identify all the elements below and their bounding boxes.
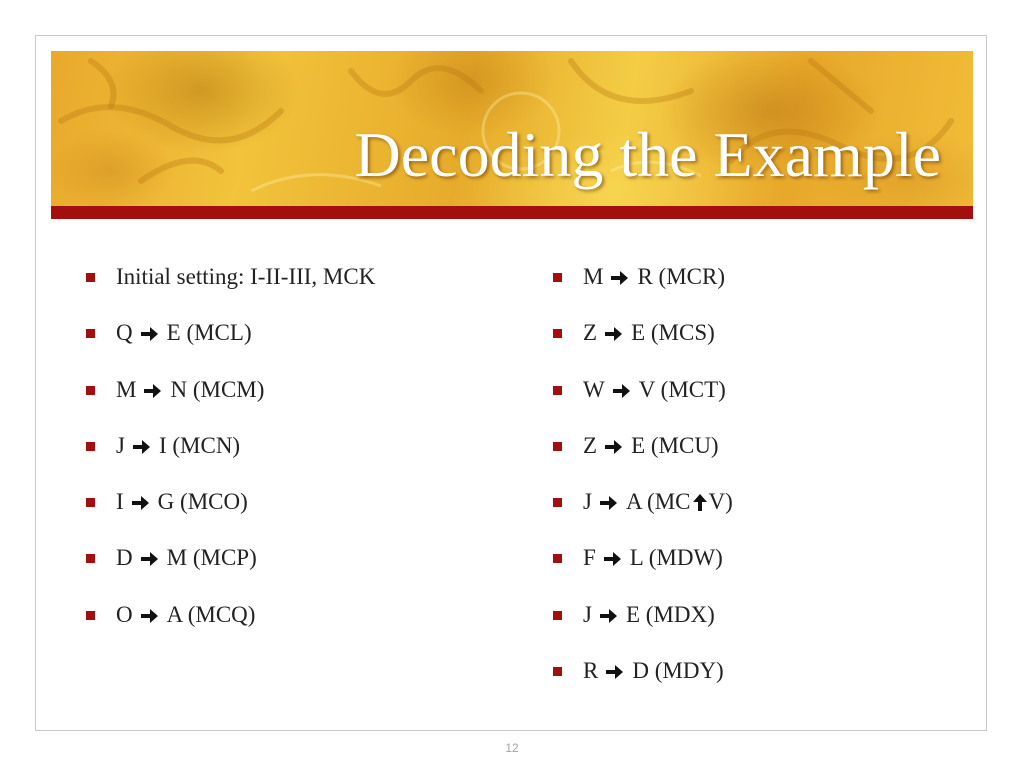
square-bullet-icon — [86, 442, 95, 451]
list-item — [85, 543, 505, 599]
plain-letter: J — [583, 489, 592, 515]
list-item — [552, 656, 972, 712]
cipher-letter: E — [625, 601, 641, 627]
list-item — [552, 375, 972, 431]
square-bullet-icon — [86, 498, 95, 507]
plain-letter: D — [116, 545, 133, 571]
up-arrow-icon — [692, 489, 708, 519]
right-arrow-icon — [613, 377, 631, 407]
right-arrow-icon — [600, 602, 618, 632]
cipher-letter: R — [637, 264, 653, 289]
plain-letter: W — [583, 376, 605, 402]
cipher-letter: E — [166, 320, 181, 346]
plain-letter: F — [583, 545, 596, 571]
cipher-letter: A — [625, 489, 642, 515]
cipher-letter: V — [638, 376, 655, 402]
right-bullet-list — [552, 262, 972, 712]
plain-letter: R — [583, 658, 599, 684]
cipher-letter: L — [629, 545, 643, 571]
square-bullet-icon — [86, 386, 95, 395]
rotor-state: (MDY) — [654, 658, 724, 684]
initial-setting-text: Initial setting: I-II-III, MCK — [116, 264, 376, 289]
rotor-state-suffix: V) — [708, 489, 733, 515]
plain-letter: Z — [583, 320, 598, 346]
cipher-letter: E — [631, 320, 646, 346]
rotor-state: (MCT) — [660, 376, 726, 402]
title-banner — [51, 51, 973, 206]
plain-letter: M — [116, 376, 137, 402]
list-item — [552, 262, 972, 318]
plain-letter: J — [116, 432, 125, 458]
list-item — [552, 543, 972, 599]
square-bullet-icon — [553, 386, 562, 395]
list-item — [552, 600, 972, 656]
rotor-state: (MCU) — [650, 432, 719, 458]
right-arrow-icon — [132, 489, 150, 519]
plain-letter: O — [116, 601, 133, 627]
cipher-letter: A — [166, 601, 182, 627]
list-item — [85, 431, 505, 487]
cipher-letter: D — [632, 658, 649, 684]
rotor-state: (MCS) — [650, 320, 715, 346]
right-arrow-icon — [141, 545, 159, 575]
rotor-state: (MDX) — [645, 601, 715, 627]
right-arrow-icon — [604, 545, 622, 575]
list-item — [85, 375, 505, 431]
square-bullet-icon — [553, 329, 562, 338]
square-bullet-icon — [553, 498, 562, 507]
cipher-letter: M — [166, 545, 188, 571]
right-arrow-icon — [600, 489, 618, 519]
square-bullet-icon — [553, 554, 562, 563]
right-arrow-icon — [605, 320, 623, 350]
title-rule — [51, 206, 973, 219]
plain-letter: Z — [583, 432, 598, 458]
right-arrow-icon — [606, 658, 624, 688]
square-bullet-icon — [86, 273, 95, 282]
right-arrow-icon — [141, 320, 159, 350]
rotor-state-prefix: (MC — [647, 489, 691, 515]
page-number: 12 — [505, 741, 519, 755]
list-item — [552, 318, 972, 374]
rotor-state: (MCP) — [192, 545, 257, 571]
square-bullet-icon — [86, 554, 95, 563]
square-bullet-icon — [86, 611, 95, 620]
right-arrow-icon — [605, 433, 623, 463]
list-item-initial-setting — [85, 262, 505, 318]
right-arrow-icon — [144, 377, 162, 407]
slide-title: Decoding the Example — [354, 119, 941, 190]
right-arrow-icon — [141, 602, 159, 632]
plain-letter: Q — [116, 320, 133, 346]
list-item — [85, 318, 505, 374]
cipher-letter: E — [631, 432, 646, 458]
right-arrow-icon — [133, 433, 151, 463]
square-bullet-icon — [553, 611, 562, 620]
rotor-state: (MCN) — [172, 432, 241, 458]
rotor-state: (MCQ) — [187, 601, 256, 627]
plain-letter: I — [116, 489, 124, 515]
list-item — [552, 487, 972, 543]
cipher-letter: I — [158, 432, 167, 458]
cipher-letter: N — [170, 376, 188, 402]
rotor-state: (MCO) — [180, 489, 248, 515]
rotor-state: (MCR) — [658, 264, 725, 289]
rotor-state: (MCM) — [192, 376, 265, 402]
square-bullet-icon — [553, 667, 562, 676]
square-bullet-icon — [86, 329, 95, 338]
cipher-letter: G — [157, 489, 175, 515]
square-bullet-icon — [553, 442, 562, 451]
left-bullet-list — [85, 262, 505, 656]
rotor-state: (MCL) — [186, 320, 252, 346]
plain-letter: J — [583, 601, 592, 627]
rotor-state: (MDW) — [648, 545, 723, 571]
square-bullet-icon — [553, 273, 562, 282]
list-item — [552, 431, 972, 487]
right-arrow-icon — [611, 264, 629, 294]
list-item — [85, 487, 505, 543]
list-item — [85, 600, 505, 656]
plain-letter: M — [583, 264, 604, 289]
